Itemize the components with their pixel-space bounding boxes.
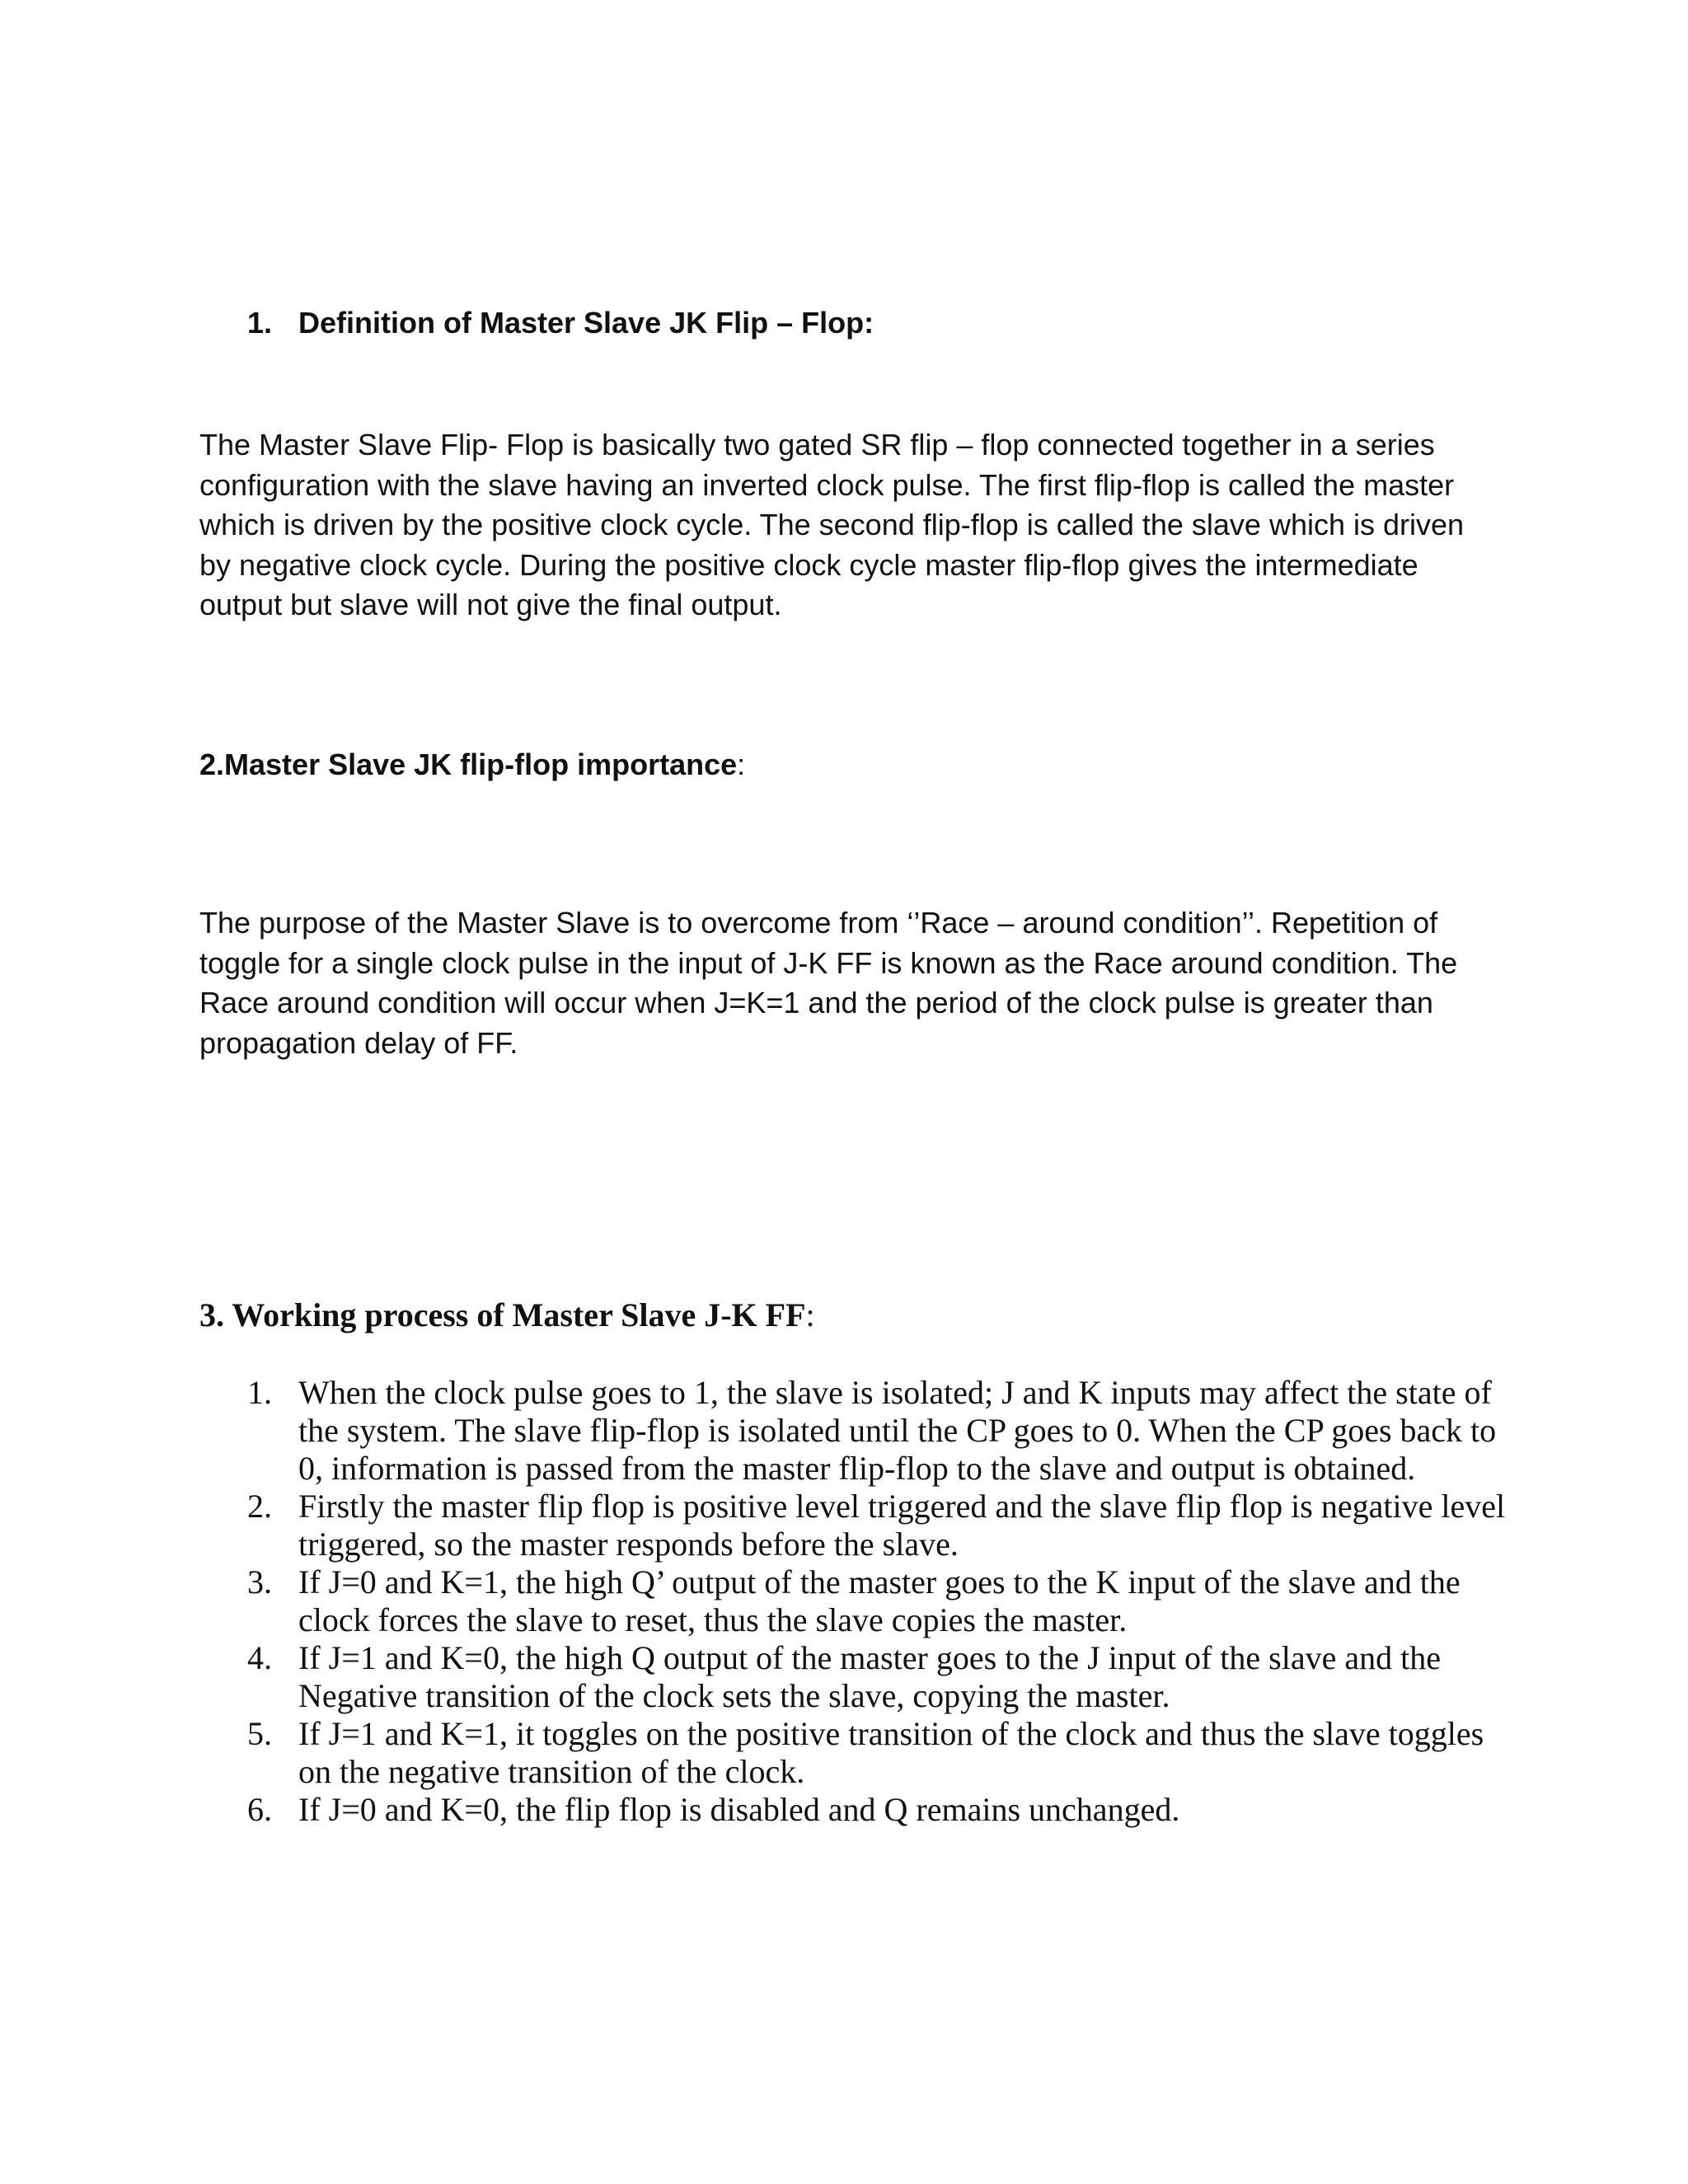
list-item bbox=[237, 1488, 1507, 1563]
list-item bbox=[237, 1791, 1507, 1829]
list-item-text: When the clock pulse goes to 1, the slave is isolated; J and K inputs may affect the state of the system. The slave flip-flop is isolated until the CP goes to 0. When the CP goes back to 0, information is passed from the master flip-flop to the slave and output is obtained. bbox=[298, 1374, 1497, 1487]
section-2-title-suffix: : bbox=[737, 748, 746, 781]
section-1-title: Definition of Master Slave JK Flip – Flop: bbox=[298, 306, 874, 340]
list-item-text: If J=0 and K=1, the high Q’ output of the master goes to the K input of the slave and the clock forces the slave to reset, thus the slave copies the master. bbox=[298, 1563, 1461, 1638]
section-3-heading bbox=[199, 1294, 1502, 1337]
list-item-marker: 4. bbox=[247, 1639, 272, 1676]
working-process-list bbox=[237, 1374, 1507, 1829]
section-1-heading bbox=[247, 303, 874, 343]
list-item-marker: 2. bbox=[247, 1488, 272, 1525]
section-3-title: 3. Working process of Master Slave J-K FF bbox=[199, 1296, 806, 1333]
list-item-text: If J=1 and K=1, it toggles on the positive transition of the clock and thus the slave toggles on the negative transition of the clock. bbox=[298, 1715, 1484, 1790]
list-item-text: If J=0 and K=0, the flip flop is disabled and Q remains unchanged. bbox=[298, 1791, 1180, 1828]
section-2-heading bbox=[199, 745, 1502, 785]
list-item bbox=[237, 1374, 1507, 1488]
section-3-title-suffix: : bbox=[805, 1296, 815, 1333]
list-item bbox=[237, 1715, 1507, 1791]
section-2-paragraph: The purpose of the Master Slave is to overcome from ‘’Race – around condition’’. Repetition of toggle for a single clock pulse in the input of J-K FF is known as the Race around condition. The Race around condition will occur when J=K=1 and the period of the clock pulse is greater than propagation delay of FF. bbox=[199, 906, 1458, 1060]
list-item-marker: 3. bbox=[247, 1563, 272, 1601]
section-1-number: 1. bbox=[247, 306, 273, 340]
list-item bbox=[237, 1563, 1507, 1639]
list-item-marker: 1. bbox=[247, 1374, 272, 1411]
list-item bbox=[237, 1639, 1507, 1715]
list-item-text: Firstly the master flip flop is positive level triggered and the slave flip flop is negative level triggered, so the master responds before the slave. bbox=[298, 1488, 1506, 1563]
list-item-marker: 5. bbox=[247, 1715, 272, 1752]
list-item-text: If J=1 and K=0, the high Q output of the master goes to the J input of the slave and the Negative transition of the clock sets the slave, copying the master. bbox=[298, 1639, 1441, 1714]
section-2-title: 2.Master Slave JK flip-flop importance bbox=[199, 748, 738, 781]
section-1-paragraph: The Master Slave Flip- Flop is basically two gated SR flip – flop connected together in a series configuration with the slave having an inverted clock pulse. The first flip-flop is called the master which is driven by the positive clock cycle. The second flip-flop is called the slave which is driven by negative clock cycle. During the positive clock cycle master flip-flop gives the intermediate output but slave will not give the final output. bbox=[199, 428, 1465, 621]
list-item-marker: 6. bbox=[247, 1791, 272, 1828]
